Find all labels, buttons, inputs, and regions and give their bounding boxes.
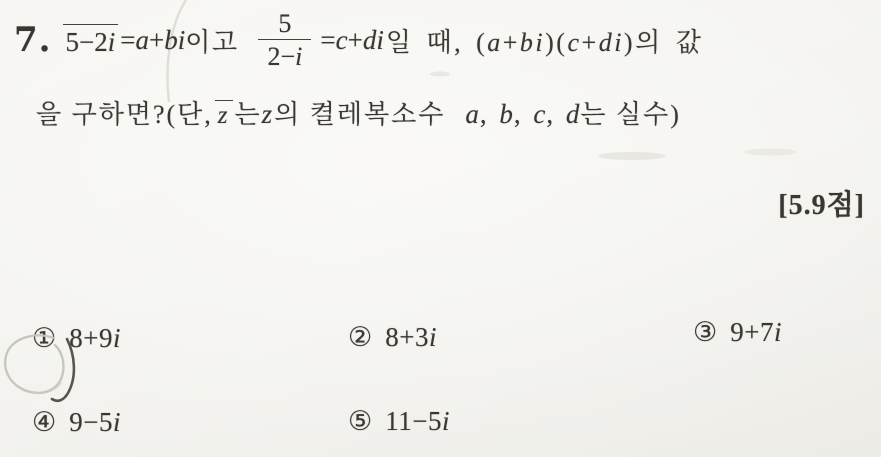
fraction-numerator: 5 [278, 8, 292, 38]
choice-5 [348, 406, 450, 437]
question-line2-prefix: 을 구하면?(단, [36, 100, 213, 129]
choice-5-value: 11−5i [385, 406, 450, 436]
question-line-1 [14, 4, 703, 76]
choice-1 [32, 323, 121, 354]
choice-3 [693, 317, 782, 348]
equation-1-rhs: =a+bi [120, 24, 186, 55]
question-line2-mid1: 는 [234, 100, 262, 129]
choice-4 [32, 407, 121, 438]
question-when-clause: 일 때, (a+bi)(c+di)의 값 [385, 27, 704, 57]
choice-2 [348, 322, 437, 353]
choice-4-value: 9−5i [69, 407, 121, 437]
question-line-2 [36, 94, 681, 131]
question-line2-suffix: 는 실수) [580, 100, 681, 129]
choice-2-marker: ② [348, 322, 373, 353]
z-conjugate-symbol: z [215, 100, 233, 128]
conjugate-overline-expression: 5−2i [63, 24, 119, 56]
real-variables-list: a, b, c, d [465, 99, 581, 129]
question-number: 7. [14, 20, 52, 60]
fraction [258, 9, 311, 71]
choice-5-marker: ⑤ [348, 406, 373, 437]
choice-4-marker: ④ [32, 407, 57, 438]
choice-1-value: 8+9i [69, 323, 121, 353]
choice-3-marker: ③ [693, 317, 718, 348]
choice-2-value: 8+3i [385, 322, 437, 352]
equation-2-rhs: =c+di [320, 24, 384, 55]
choice-1-marker: ① [32, 323, 57, 354]
points-label: [5.9점] [778, 190, 865, 221]
question-line2-mid2: 의 켤레복소수 [274, 100, 446, 129]
fraction-denominator: 2−i [258, 39, 311, 71]
korean-igo: 이고 [185, 27, 239, 57]
choice-3-value: 9+7i [730, 317, 782, 347]
z-plain-symbol: z [261, 99, 275, 129]
